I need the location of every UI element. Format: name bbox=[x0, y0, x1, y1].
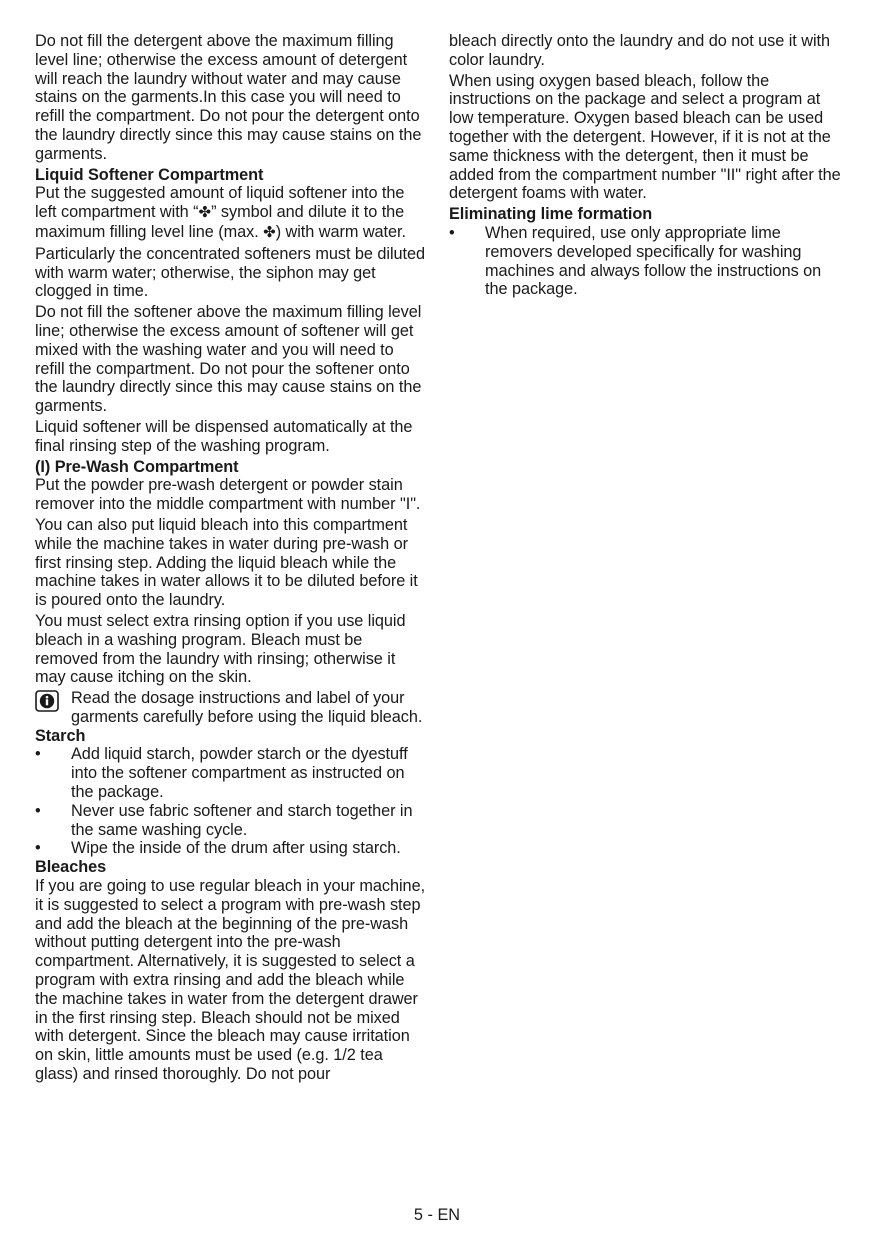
prewash-heading: (I) Pre-Wash Compartment bbox=[35, 457, 239, 476]
prewash-paragraph-2: You can also put liquid bleach into this compartment while the machine takes in water during pre-wash or first rinsing step. Adding the liquid bleach while the machine takes in water allows it to be diluted before it is poured onto the laundry. bbox=[35, 515, 418, 610]
left-column bbox=[35, 32, 427, 1086]
softener-symbol-icon: ✤ bbox=[198, 204, 212, 222]
info-note bbox=[35, 689, 427, 727]
lime-heading: Eliminating lime formation bbox=[449, 205, 653, 224]
page-number: 5 - EN bbox=[413, 1206, 461, 1224]
bleach-continued-paragraph: bleach directly onto the laundry and do not use it with color laundry. bbox=[449, 32, 831, 69]
bleaches-paragraph: If you are going to use regular bleach in your machine, it is suggested to select a program with pre-wash step and add the bleach at the beginning of the pre-wash without putting detergent into the pre-wash compartment. Alternatively, it is suggested to select a program with extra rinsing and add the bleach while the machine takes in water from the detergent drawer in the first rinsing step. Bleach should not be mixed with detergent. Since the bleach may cause irritation on skin, little amounts must be used (e.g. 1/2 tea glass) and rinsed thoroughly. Do not pour bbox=[35, 877, 426, 1084]
info-icon bbox=[35, 690, 59, 712]
softener-paragraph-1: Put the suggested amount of liquid softener into the left compartment with “✤” symbol and dilute it to the maximum filling level line (max. ✤) with warm water. bbox=[35, 184, 406, 241]
list-item: • Wipe the inside of the drum after using starch. bbox=[35, 839, 401, 858]
list-item: • Add liquid starch, powder starch or the dyestuff into the softener compartment as instructed on the package. bbox=[35, 745, 408, 802]
softener-paragraph-2: Particularly the concentrated softeners must be diluted with warm water; otherwise, the siphon may get clogged in time. bbox=[35, 244, 426, 301]
softener-symbol-icon: ✤ bbox=[263, 223, 276, 241]
right-column bbox=[449, 32, 841, 299]
oxygen-bleach-paragraph: When using oxygen based bleach, follow the instructions on the package and select a program at low temperature. Oxygen based bleach can be used together with the detergent. However, if it is not at the same thickness with the detergent, then it must be added from the compartment number "II" right after the detergent foams with water. bbox=[449, 71, 841, 203]
starch-list bbox=[35, 745, 427, 858]
softener-heading: Liquid Softener Compartment bbox=[35, 165, 264, 184]
softener-paragraph-4: Liquid softener will be dispensed automatically at the final rinsing step of the washing program. bbox=[35, 417, 413, 455]
prewash-paragraph-1: Put the powder pre-wash detergent or powder stain remover into the middle compartment with number "I". bbox=[35, 476, 421, 514]
lime-list bbox=[449, 224, 841, 299]
prewash-paragraph-3: You must select extra rinsing option if you use liquid bleach in a washing program. Bleach must be removed from the laundry with rinsing; otherwise it may cause itching on the skin. bbox=[35, 611, 406, 687]
info-note-text: Read the dosage instructions and label of your garments carefully before using the liquid bleach. bbox=[71, 689, 423, 726]
softener-paragraph-3: Do not fill the softener above the maximum filling level line; otherwise the excess amount of softener will get mixed with the washing water and you will need to refill the compartment. Do not pour the softener onto the laundry directly since this may cause stains on the garments. bbox=[35, 303, 422, 416]
list-item: • Never use fabric softener and starch together in the same washing cycle. bbox=[35, 801, 413, 839]
list-item: • When required, use only appropriate lime removers developed specifically for washing machines and always follow the instructions on the package. bbox=[449, 223, 822, 299]
bleaches-heading: Bleaches bbox=[35, 858, 107, 877]
detergent-paragraph: Do not fill the detergent above the maximum filling level line; otherwise the excess amount of detergent will reach the laundry without water and may cause stains on the garments.In this case you will need to refill the compartment. Do not pour the detergent onto the laundry directly since this may cause stains on the garments. bbox=[35, 32, 422, 163]
starch-heading: Starch bbox=[35, 726, 86, 745]
